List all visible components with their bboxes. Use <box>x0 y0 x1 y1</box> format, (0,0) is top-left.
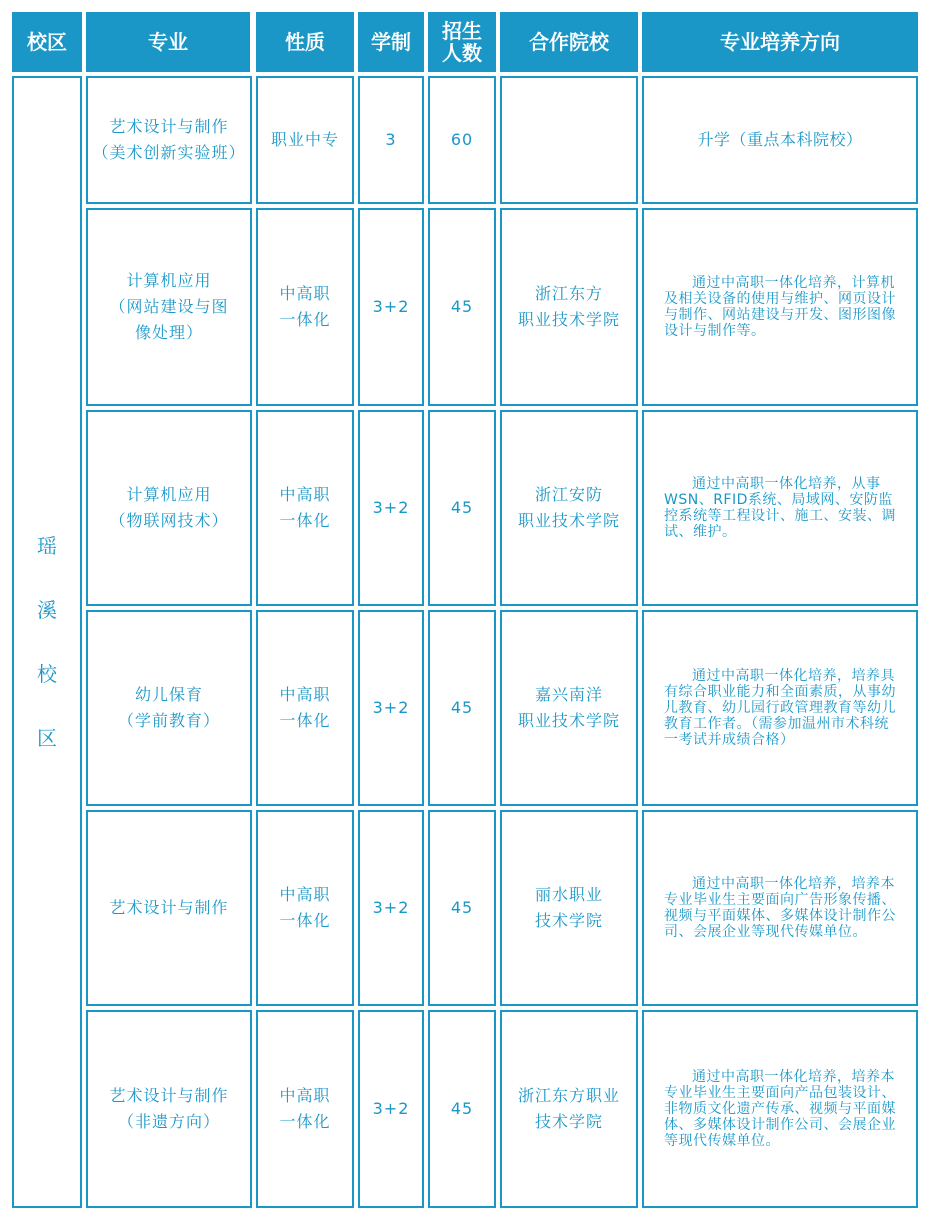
nature-cell: 中高职 一体化 <box>256 410 354 606</box>
header-direction: 专业培养方向 <box>642 12 918 72</box>
enroll-cell: 45 <box>428 610 496 806</box>
direction-cell <box>642 208 918 406</box>
partner-cell: 浙江东方 职业技术学院 <box>500 208 638 406</box>
header-partner: 合作院校 <box>500 12 638 72</box>
campus-char: 溪 <box>37 598 57 622</box>
campus-char: 瑶 <box>37 534 57 558</box>
direction-cell <box>642 1010 918 1208</box>
nature-cell: 中高职 一体化 <box>256 1010 354 1208</box>
nature-cell: 职业中专 <box>256 76 354 204</box>
major-cell: 艺术设计与制作 （非遗方向） <box>86 1010 252 1208</box>
partner-cell <box>500 76 638 204</box>
partner-cell: 浙江安防 职业技术学院 <box>500 410 638 606</box>
direction-text: 通过中高职一体化培养，从事WSN、RFID系统、局域网、安防监控系统等工程设计、施工、安装、调试、维护。 <box>664 476 896 540</box>
years-cell: 3+2 <box>358 208 424 406</box>
enroll-cell: 45 <box>428 208 496 406</box>
nature-cell: 中高职 一体化 <box>256 810 354 1006</box>
direction-text: 通过中高职一体化培养，培养本专业毕业生主要面向广告形象传播、视频与平面媒体、多媒体设计制作公司、会展企业等现代传媒单位。 <box>664 876 896 940</box>
direction-text: 通过中高职一体化培养，培养本专业毕业生主要面向产品包装设计、非物质文化遗产传承、视频与平面媒体、多媒体设计制作公司、会展企业等现代传媒单位。 <box>664 1069 896 1149</box>
partner-cell: 丽水职业 技术学院 <box>500 810 638 1006</box>
enroll-cell: 60 <box>428 76 496 204</box>
header-nature: 性质 <box>256 12 354 72</box>
direction-cell <box>642 410 918 606</box>
direction-cell: 升学（重点本科院校） <box>642 76 918 204</box>
partner-cell: 浙江东方职业 技术学院 <box>500 1010 638 1208</box>
direction-text: 通过中高职一体化培养，培养具有综合职业能力和全面素质，从事幼儿教育、幼儿园行政管理教育等幼儿教育工作者。（需参加温州市术科统一考试并成绩合格） <box>664 668 896 748</box>
major-cell: 计算机应用 （物联网技术） <box>86 410 252 606</box>
years-cell: 3+2 <box>358 410 424 606</box>
partner-cell: 嘉兴南洋 职业技术学院 <box>500 610 638 806</box>
direction-cell <box>642 810 918 1006</box>
enroll-cell: 45 <box>428 1010 496 1208</box>
enroll-cell: 45 <box>428 810 496 1006</box>
header-years: 学制 <box>358 12 424 72</box>
campus-char: 校 <box>37 662 57 686</box>
enroll-cell: 45 <box>428 410 496 606</box>
header-enroll: 招生 人数 <box>428 12 496 72</box>
years-cell: 3 <box>358 76 424 204</box>
campus-cell <box>12 76 82 1208</box>
direction-cell <box>642 610 918 806</box>
years-cell: 3+2 <box>358 810 424 1006</box>
major-cell: 艺术设计与制作 <box>86 810 252 1006</box>
campus-char: 区 <box>37 726 57 750</box>
nature-cell: 中高职 一体化 <box>256 208 354 406</box>
nature-cell: 中高职 一体化 <box>256 610 354 806</box>
major-cell: 幼儿保育 （学前教育） <box>86 610 252 806</box>
header-campus: 校区 <box>12 12 82 72</box>
years-cell: 3+2 <box>358 1010 424 1208</box>
major-cell: 艺术设计与制作 （美术创新实验班） <box>86 76 252 204</box>
years-cell: 3+2 <box>358 610 424 806</box>
major-cell: 计算机应用 （网站建设与图 像处理） <box>86 208 252 406</box>
header-major: 专业 <box>86 12 250 72</box>
direction-text: 通过中高职一体化培养，计算机及相关设备的使用与维护、网页设计与制作、网站建设与开发、图形图像设计与制作等。 <box>664 275 896 339</box>
